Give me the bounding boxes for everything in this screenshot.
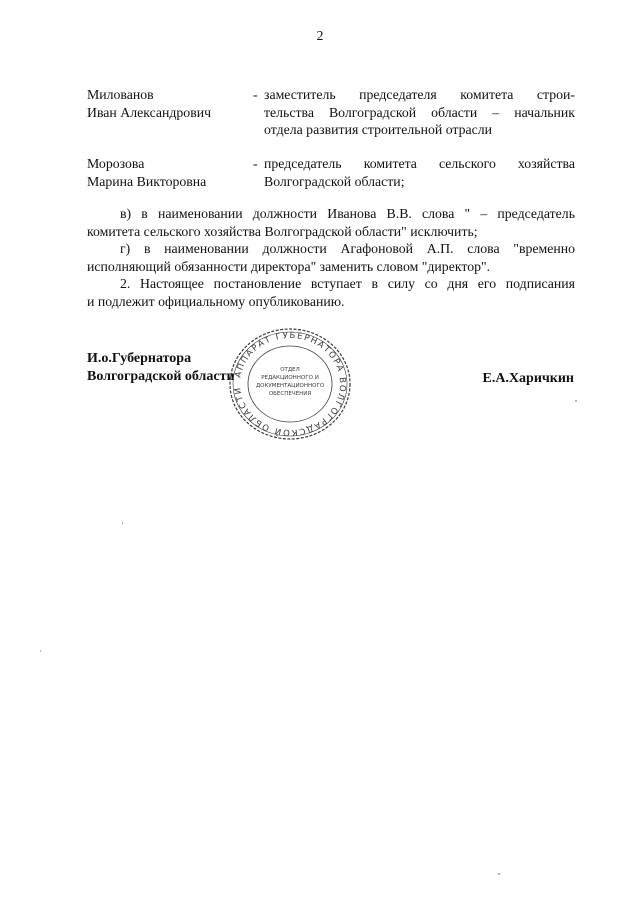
member-given-name: Марина Викторовна	[87, 173, 207, 189]
signatory-title-line: Волгоградской области	[87, 369, 235, 384]
member-name	[87, 155, 247, 190]
seal-inner-line: ОТДЕЛ	[280, 367, 300, 373]
position-line: председатель комитета сельского хозяйства	[264, 156, 575, 171]
position-line: заместитель председателя комитета строи-	[264, 87, 575, 102]
signatory-title-line: И.о.Губернатора	[87, 351, 192, 366]
scan-speck	[575, 400, 577, 402]
page-number: 2	[316, 28, 324, 43]
dash-separator: -	[253, 156, 258, 171]
official-seal-stamp	[226, 325, 354, 443]
member-surname: Милованов	[87, 87, 154, 102]
position-line: тельства Волгоградской области – начальник	[264, 104, 575, 120]
scan-speck	[40, 650, 41, 652]
paragraph-v	[87, 205, 575, 240]
seal-inner-line: ОБЕСПЕЧЕНИЯ	[268, 391, 312, 397]
paragraph-line: комитета сельского хозяйства Волгоградской области" исключить;	[87, 223, 478, 239]
position-line: отдела развития строительной отрасли	[264, 122, 493, 137]
signatory-name: Е.А.Харичкин	[482, 371, 574, 386]
member-given-name: Иван Александрович	[87, 104, 212, 120]
member-entry	[87, 86, 577, 140]
scan-speck	[122, 522, 123, 524]
paragraph-line: и подлежит официальному опубликованию.	[87, 293, 345, 309]
position-line: Волгоградской области;	[264, 173, 405, 189]
member-name	[87, 86, 247, 121]
paragraph-g	[87, 240, 575, 275]
member-position	[264, 155, 575, 190]
member-position	[264, 86, 575, 139]
dash-separator: -	[253, 87, 258, 102]
paragraph-line: в) в наименовании должности Иванова В.В. слова " – председатель	[120, 206, 575, 221]
paragraph-line: исполняющий обязанности директора" заменить словом "директор".	[87, 258, 491, 274]
member-surname: Морозова	[87, 156, 145, 171]
scan-speck	[498, 873, 500, 875]
seal-inner-line: РЕДАКЦИОННОГО И	[261, 375, 319, 381]
paragraph-line: 2. Настоящее постановление вступает в силу со дня его подписания	[120, 276, 575, 291]
seal-outer-text: АППАРАТ ГУБЕРНАТОРА ВОЛГОГРАДСКОЙ ОБЛАСТИ	[232, 330, 348, 438]
paragraph-line: г) в наименовании должности Агафоновой А.П. слова "временно	[120, 241, 575, 256]
paragraph-2	[87, 275, 575, 310]
signatory-title	[87, 350, 235, 386]
seal-inner-line: ДОКУМЕНТАЦИОННОГО	[255, 383, 325, 389]
member-entry	[87, 155, 577, 191]
